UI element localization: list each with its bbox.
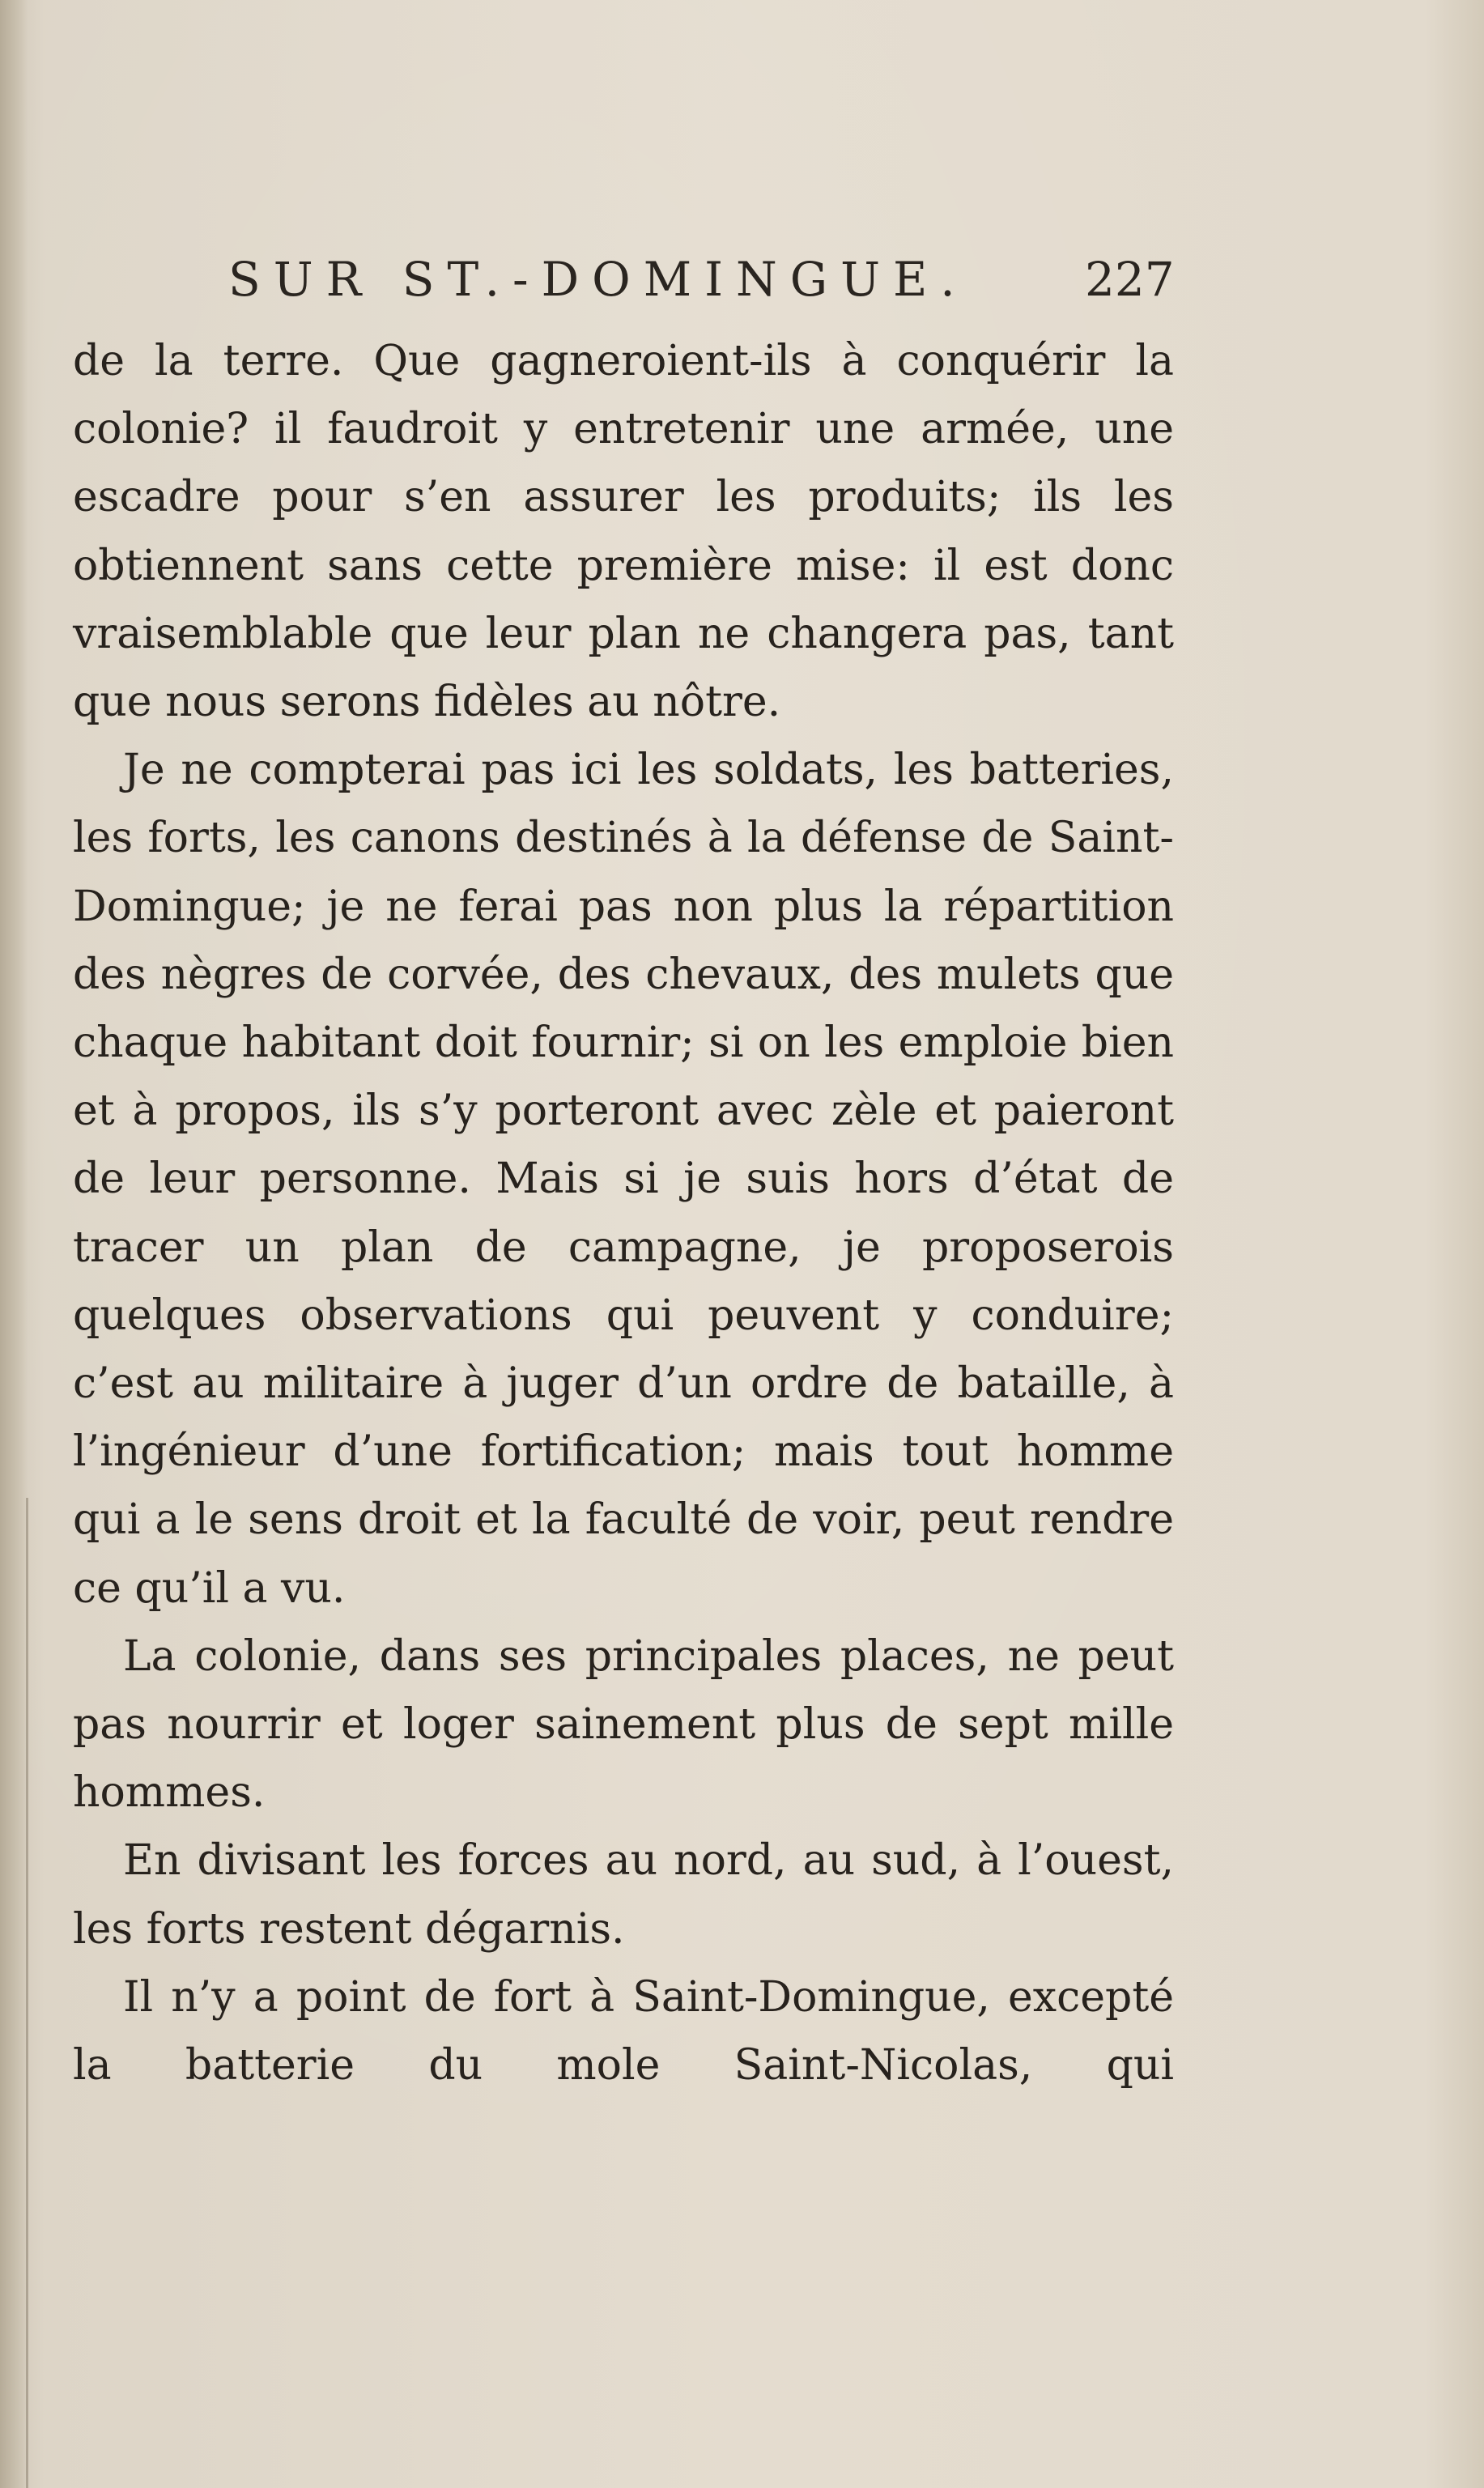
paragraph: Il n’y a point de fort à Saint-Domingue, excepté la batterie du mole Saint-Nicolas, qui — [73, 1972, 1174, 2090]
page-gutter-line — [26, 1498, 28, 2488]
body-text — [73, 327, 1174, 2099]
paragraph: En divisant les forces au nord, au sud, à l’ouest, les forts restent dégarnis. — [73, 1836, 1174, 1954]
page-gutter-shadow — [0, 0, 28, 2488]
running-head: SUR ST.-DOMINGUE. — [228, 252, 968, 307]
paragraph: Je ne compterai pas ici les soldats, les batteries, les forts, les canons destinés à la défense de Saint-Domingue; je ne ferai pas non plus la répartition des nègres de corvée, des chevaux, des mulets que chaque habitant doit fournir; si on les emploie bien et à propos, ils s’y porteront avec zèle et paieront de leur personne. Mais si je suis hors d’état de tracer un plan de campagne, je proposerois quelques observations qui peuvent y conduire; c’est au militaire à juger d’un ordre de bataille, à l’ingénieur d’une fortification; mais tout homme qui a le sens droit et la faculté de voir, peut rendre ce qu’il a vu. — [73, 746, 1174, 1613]
paragraph: La colonie, dans ses principales places, ne peut pas nourrir et loger sainement plus de sept mille hommes. — [73, 1631, 1174, 1818]
page-header — [0, 247, 1484, 312]
paragraph-continued: de la terre. Que gagneroient-ils à conquérir la colonie? il faudroit y entretenir une armée, une escadre pour s’en assurer les produits; ils les obtiennent sans cette première mise: il est donc vraisemblable que leur plan ne changera pas, tant que nous serons fidèles au nôtre. — [73, 337, 1174, 727]
page-number: 227 — [1085, 252, 1175, 307]
